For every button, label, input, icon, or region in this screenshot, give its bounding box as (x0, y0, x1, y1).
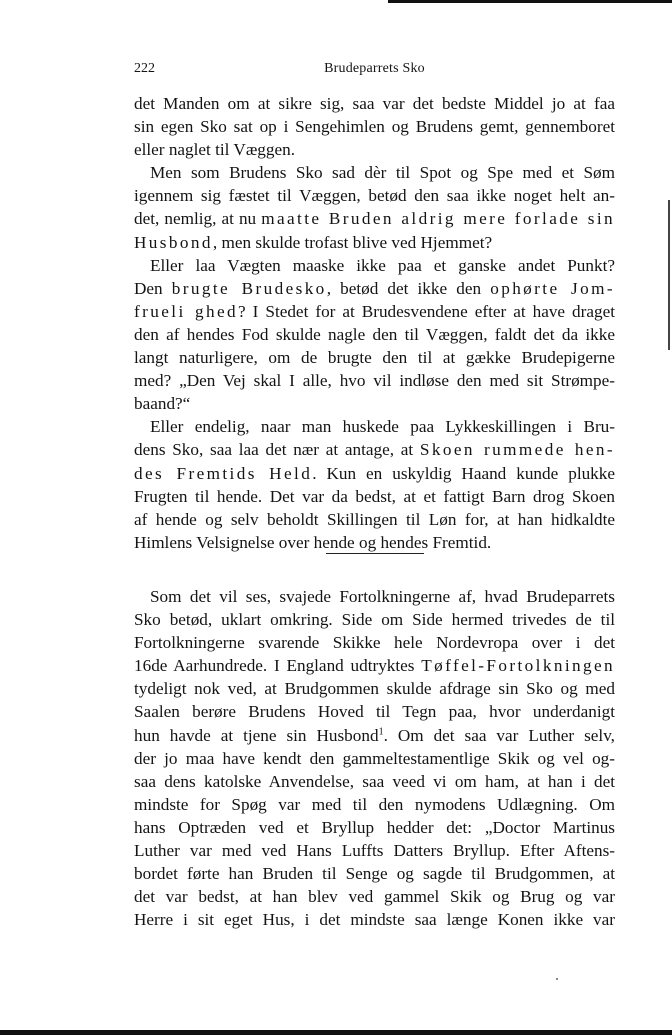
text-line: igennem sig fæstet til Væggen, betød den saa ikke noget helt an- (134, 186, 615, 206)
text-line (134, 207, 615, 230)
text-line: hans Optræden ved et Bryllup hedder det: „Doctor Martinus (134, 817, 615, 837)
text-line: den af hendes Fod skulde nagle den til Væggen, faldt det da ikke (134, 324, 615, 344)
text-line: af hende og selv beholdt Skillingen til Løn for, at han hidkaldte (134, 509, 615, 529)
text-line: Eller endelig, naar man huskede paa Lykkeskillingen i Bru- (150, 417, 615, 437)
text-run: ? I Stedet for at Brudesvendene efter at have draget (238, 301, 615, 321)
page-number: 222 (134, 61, 155, 76)
text-line: Som det vil ses, svajede Fortolkningerne af, hvad Brudeparrets (150, 587, 615, 606)
spaced-emphasis: maatte Bruden aldrig mere forlade sin (261, 209, 615, 229)
spaced-emphasis: Tøffel-Fortolkningen (421, 656, 615, 676)
text-run: det, nemlig, at nu (134, 209, 262, 229)
text-run: dens Sko, saa laa det nær at antage, at (134, 440, 420, 460)
text-run: , betød det ikke den (326, 278, 491, 298)
text-run: . Kun en uskyldig Haand kunde plukke (312, 463, 616, 483)
text-line: Fortolkningerne svarende Skikke hele Nordevropa over i det (134, 633, 615, 653)
text-line: saa dens katolske Anvendelse, saa veed vi om ham, at han i det (134, 771, 615, 791)
spaced-emphasis: Husbond (134, 232, 213, 252)
text-line: Men som Brudens Sko sad dèr til Spot og Spe med et Søm (150, 163, 615, 183)
spaced-emphasis: ophørte Jom- (490, 278, 616, 298)
text-line (134, 724, 615, 747)
text-line: Himlens Velsignelse over hende og hendes Fremtid. (134, 532, 492, 552)
text-line (134, 300, 615, 323)
text-line: tydeligt nok ved, at Brudgommen skulde afdrage sin Sko og med (134, 679, 615, 699)
text-line (134, 462, 615, 485)
section-divider (326, 553, 424, 554)
scan-speck (556, 978, 558, 980)
spaced-emphasis: des Fremtids Held (134, 463, 313, 483)
text-line: baand?“ (134, 394, 191, 414)
text-line (134, 277, 615, 300)
text-run: Den (134, 278, 172, 298)
text-line: Sko betød, uklart omkring. Side om Side hermed trivedes de til (134, 610, 615, 630)
footnote-marker: 1 (378, 725, 384, 737)
text-line: det Manden om at sikre sig, saa var det bedste Middel jo at faa (134, 94, 615, 113)
text-run: hun havde at tjene sin Husbond (134, 725, 379, 745)
page-header (134, 61, 615, 79)
spaced-emphasis: frueli ghed (134, 301, 239, 321)
text-line: Frugten til hende. Det var da bedst, at et fattigt Barn drog Skoen (134, 486, 615, 506)
text-line: Eller laa Vægten maaske ikke paa et ganske andet Punkt? (150, 255, 615, 275)
text-line: Saalen berøre Brudens Hoved til Tegn paa, hvor underdanigt (134, 702, 615, 722)
text-line: det var bedst, at han blev ved gammel Skik og Brug og var (134, 887, 615, 907)
text-line: bordet førte han Bruden til Senge og sagde til Brudgommen, at (134, 864, 615, 884)
text-run: 16de Aarhundrede. I England udtryktes (134, 656, 422, 676)
text-line: Herre i sit eget Hus, i det mindste saa længe Konen ikke var (134, 910, 615, 930)
text-line: der jo maa have kendt den gammeltestamentlige Skik og vel og- (134, 748, 615, 768)
text-line (134, 654, 615, 677)
spaced-emphasis: brugte Brudesko (171, 278, 327, 298)
text-run: . Om det saa var Luther selv, (383, 725, 615, 745)
text-line: mindste for Spøg var med til den nymodens Udlægning. Om (134, 794, 615, 814)
text-line (134, 231, 615, 254)
bottom-edge-rule (0, 1030, 672, 1035)
body-text-section-1 (134, 92, 615, 554)
body-text-section-2 (134, 585, 615, 931)
text-line: med? „Den Vej skal I alle, hvo vil indløse den med sit Strømpe- (134, 371, 615, 391)
text-line: sin egen Sko sat op i Sengehimlen og Brudens gemt, gennemboret (134, 117, 615, 137)
text-line: langt naturligere, om de brugte den til at gække Brudepigerne (134, 348, 615, 368)
right-edge-mark (668, 200, 670, 350)
text-line (134, 438, 615, 461)
spaced-emphasis: Skoen rummede hen- (419, 440, 615, 460)
text-run: , men skulde trofast blive ved Hjemmet? (212, 232, 493, 252)
text-line: Luther var med ved Hans Luffts Datters Bryllup. Efter Aftens- (134, 841, 615, 861)
top-edge-rule (388, 0, 672, 3)
text-line: eller naglet til Væggen. (134, 140, 296, 160)
running-head: Brudeparrets Sko (324, 61, 425, 76)
